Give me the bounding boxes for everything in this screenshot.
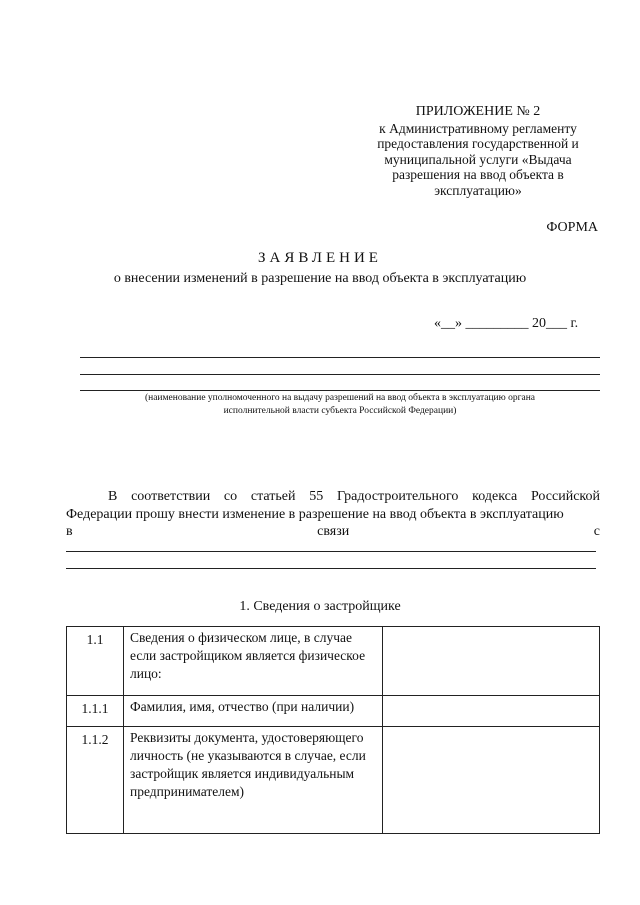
row-description: Фамилия, имя, отчество (при наличии) [124, 696, 383, 727]
appendix-line: эксплуатацию» [434, 182, 522, 198]
date-field[interactable]: «__» _________ 20___ г. [434, 316, 579, 331]
reason-fill-line[interactable] [66, 568, 596, 569]
row-number: 1.1.2 [67, 727, 124, 834]
section-title: 1. Сведения о застройщике [239, 599, 401, 614]
row-value-cell[interactable] [383, 627, 600, 696]
row-number: 1.1 [67, 627, 124, 696]
connector-word: в [66, 524, 73, 539]
appendix-header [360, 104, 596, 198]
developer-info-table [66, 626, 600, 834]
appendix-line: муниципальной услуги «Выдача [384, 151, 572, 167]
reason-fill-line[interactable] [66, 551, 596, 552]
connector-word: с [593, 524, 600, 539]
authority-caption [80, 392, 600, 418]
row-description: Сведения о физическом лице, в случае если застройщиком является физическое лицо: [124, 627, 383, 696]
request-line: В соответствии со статьей 55 Градостроительного кодекса Российской [108, 489, 600, 504]
document-title: ЗАЯВЛЕНИЕ [258, 250, 382, 266]
table-row [67, 727, 600, 834]
appendix-title: ПРИЛОЖЕНИЕ № 2 [415, 104, 541, 119]
authority-fill-line[interactable] [80, 390, 600, 391]
appendix-line: к Административному регламенту [379, 120, 577, 136]
caption-line: исполнительной власти субъекта Российской Федерации) [223, 406, 457, 416]
request-connector-row [66, 524, 600, 540]
authority-fill-line[interactable] [80, 374, 600, 375]
table-row [67, 627, 600, 696]
row-value-cell[interactable] [383, 696, 600, 727]
connector-word: связи [317, 524, 350, 539]
row-value-cell[interactable] [383, 727, 600, 834]
request-line: Федерации прошу внести изменение в разрешение на ввод объекта в эксплуатацию [66, 507, 564, 522]
table-row [67, 696, 600, 727]
form-label: ФОРМА [546, 220, 598, 235]
row-number: 1.1.1 [67, 696, 124, 727]
authority-fill-line[interactable] [80, 357, 600, 358]
document-subtitle: о внесении изменений в разрешение на ввод объекта в эксплуатацию [113, 271, 527, 286]
appendix-line: разрешения на ввод объекта в [392, 167, 564, 182]
appendix-line: предоставления государственной и [377, 136, 579, 151]
caption-line: (наименование уполномоченного на выдачу разрешений на ввод объекта в эксплуатацию органа [144, 393, 536, 403]
request-paragraph [66, 488, 600, 524]
row-description: Реквизиты документа, удостоверяющего личность (не указываются в случае, если застройщик является индивидуальным предпринимателем) [124, 727, 383, 834]
